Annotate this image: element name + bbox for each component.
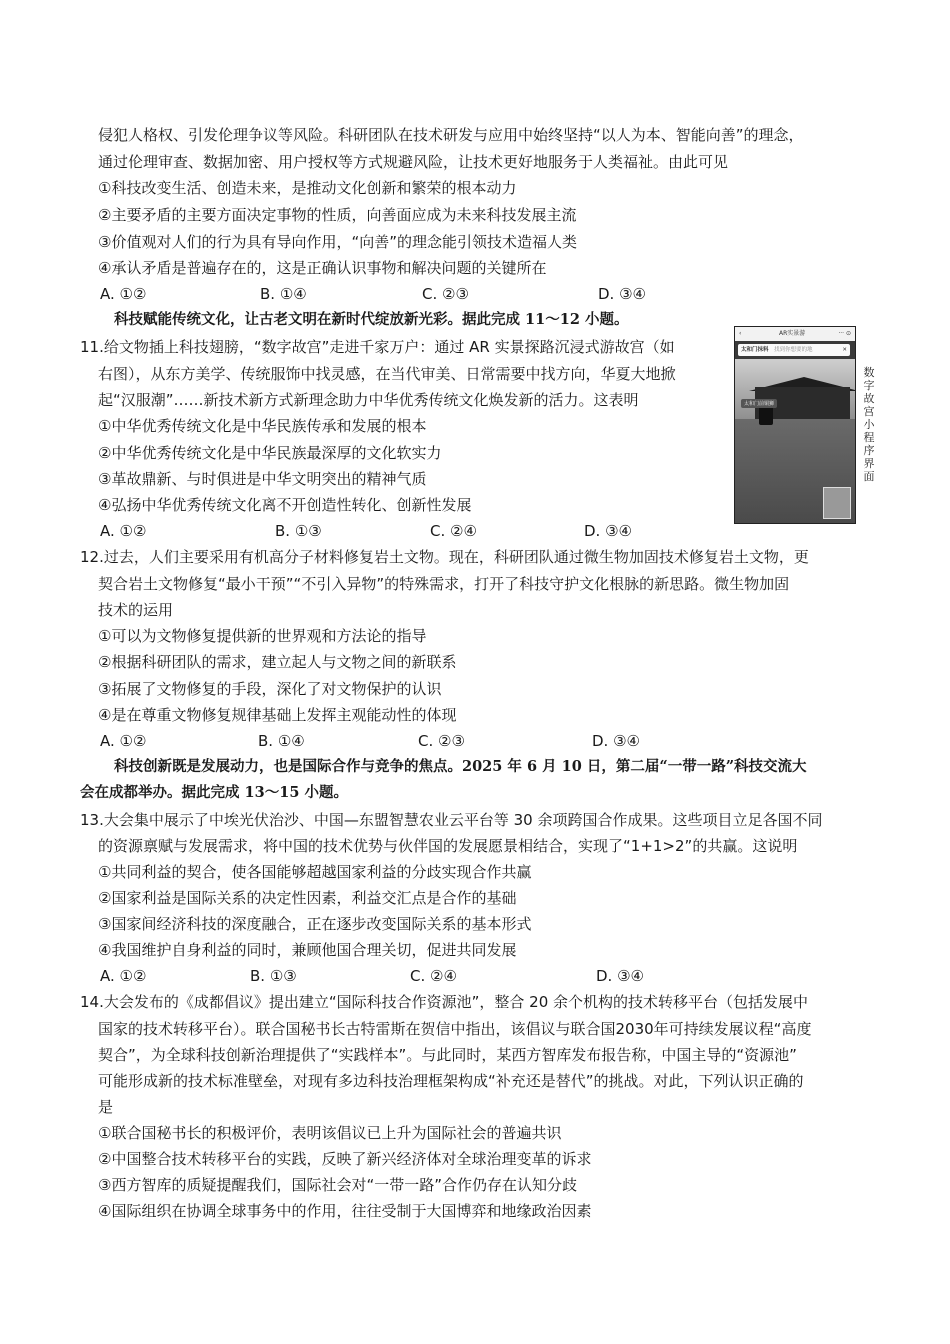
- q12-choice-c: C. ②③: [418, 732, 465, 750]
- q13-choices: [100, 966, 740, 986]
- q13-stem-line-2: 的资源禀赋与发展需求，将中国的技术优势与伙伴国的发展愿景相结合，实现了“1+1>2”的共赢。这说明: [98, 837, 798, 855]
- q11-choices: [100, 521, 740, 541]
- q14-stem-line-1: 14.大会发布的《成都倡议》提出建立“国际科技合作资源池”，整合 20 余个机构的技术转移平台（包括发展中: [80, 993, 809, 1011]
- q11-choice-b: B. ①③: [275, 522, 322, 540]
- intro-13-15-line-1: 科技创新既是发展动力，也是国际合作与竞争的焦点。2025 年 6 月 10 日，第二届“一带一路”科技交流大: [114, 758, 807, 775]
- q10-option-1: ①科技改变生活、创造未来，是推动文化创新和繁荣的根本动力: [98, 179, 517, 197]
- q11-option-3: ③革故鼎新、与时俱进是中华文明突出的精神气质: [98, 470, 427, 488]
- q12-option-1: ①可以为文物修复提供新的世界观和方法论的指导: [98, 627, 427, 645]
- phone-title: AR实景游: [779, 330, 806, 337]
- minimap-thumbnail: [823, 487, 851, 519]
- q12-option-3: ③拓展了文物修复的手段，深化了对文物保护的认识: [98, 680, 442, 698]
- q13-stem-line-1: 13.大会集中展示了中埃光伏治沙、中国—东盟智慧农业云平台等 30 余项跨国合作成果。这些项目立足各国不同: [80, 811, 823, 829]
- close-icon: ✕: [842, 347, 847, 353]
- q13-option-1: ①共同利益的契合，使各国能够超越国家利益的分歧实现合作共赢: [98, 863, 532, 881]
- q12-stem-line-1: 12.过去，人们主要采用有机高分子材料修复岩土文物。现在，科研团队通过微生物加固技术修复岩土文物，更: [80, 548, 809, 566]
- more-menu-icon: ··· ⊙: [838, 330, 851, 337]
- q13-choice-b: B. ①③: [250, 967, 297, 985]
- intro-11-12: 科技赋能传统文化，让古老文明在新时代绽放新光彩。据此完成 11～12 小题。: [114, 311, 629, 328]
- q10-option-2: ②主要矛盾的主要方面决定事物的性质，向善面应成为未来科技发展主流: [98, 206, 577, 224]
- q10-choice-a: A. ①②: [100, 285, 147, 303]
- q10-choices: [100, 284, 740, 304]
- q12-choice-d: D. ③④: [592, 732, 640, 750]
- q11-choice-d: D. ③④: [584, 522, 632, 540]
- phone-search-bar: [738, 344, 850, 356]
- q13-choice-a: A. ①②: [100, 967, 147, 985]
- q13-choice-d: D. ③④: [596, 967, 644, 985]
- q10-choice-d: D. ③④: [598, 285, 646, 303]
- q10-option-4: ④承认矛盾是普遍存在的，这是正确认识事物和解决问题的关键所在: [98, 259, 547, 277]
- q14-stem-line-3: 契合”，为全球科技创新治理提供了“实践样本”。与此同时，某西方智库发布报告称，中国主导的“资源池”: [98, 1046, 797, 1064]
- phone-search-hint: 找到你想要的地: [774, 347, 813, 353]
- q13-option-4: ④我国维护自身利益的同时，兼顾他国合理关切，促进共同发展: [98, 941, 517, 959]
- q11-stem-line-1: 11.给文物插上科技翅膀，“数字故宫”走进千家万户：通过 AR 实景探路沉浸式游故宫（如: [80, 338, 675, 356]
- digital-palace-screenshot: [734, 326, 856, 524]
- q13-option-2: ②国家利益是国际关系的决定性因素，利益交汇点是合作的基础: [98, 889, 517, 907]
- q11-choice-a: A. ①②: [100, 522, 147, 540]
- q13-choice-c: C. ②④: [410, 967, 457, 985]
- q11-choice-c: C. ②④: [430, 522, 477, 540]
- q12-choice-a: A. ①②: [100, 732, 147, 750]
- q12-choices: [100, 731, 740, 751]
- q12-option-2: ②根据科研团队的需求，建立起人与文物之间的新联系: [98, 653, 457, 671]
- phone-title-bar: [735, 327, 855, 341]
- q11-option-2: ②中华优秀传统文化是中华民族最深厚的文化软实力: [98, 444, 442, 462]
- q14-option-3: ③西方智库的质疑提醒我们，国际社会对“一带一路”合作仍存在认知分歧: [98, 1176, 577, 1194]
- back-chevron-icon: ‹: [739, 330, 742, 337]
- q10-choice-b: B. ①④: [260, 285, 307, 303]
- q10-option-3: ③价值观对人们的行为具有导向作用，“向善”的理念能引领技术造福人类: [98, 233, 577, 251]
- q11-stem-line-3: 起“汉服潮”……新技术新方式新理念助力中华优秀传统文化焕发新的活力。这表明: [98, 391, 639, 409]
- q14-stem-line-2: 国家的技术转移平台）。联合国秘书长古特雷斯在贺信中指出，该倡议与联合国2030年可持续发展议程“高度: [98, 1020, 812, 1038]
- q14-stem-line-5: 是: [98, 1098, 114, 1116]
- q12-stem-line-3: 技术的运用: [98, 601, 174, 619]
- scene-tag: 太和门前铜狮: [741, 399, 777, 408]
- q14-option-1: ①联合国秘书长的积极评价，表明该倡议已上升为国际社会的普遍共识: [98, 1124, 562, 1142]
- q11-stem-line-2: 右图），从东方美学、传统服饰中找灵感，在当代审美、日常需要中找方向，华夏大地掀: [98, 365, 676, 383]
- q12-option-4: ④是在尊重文物修复规律基础上发挥主观能动性的体现: [98, 706, 457, 724]
- q14-stem-line-4: 可能形成新的技术标准壁垒，对现有多边科技治理框架构成“补充还是替代”的挑战。对此，下列认识正确的: [98, 1072, 804, 1090]
- q13-option-3: ③国家间经济科技的深度融合，正在逐步改变国际关系的基本形式: [98, 915, 532, 933]
- phone-search-tag: 太和门抹料: [741, 347, 769, 353]
- q12-choice-b: B. ①④: [258, 732, 305, 750]
- q14-option-2: ②中国整合技术转移平台的实践，反映了新兴经济体对全球治理变革的诉求: [98, 1150, 592, 1168]
- q12-stem-line-2: 契合岩土文物修复“最小干预”“不引入异物”的特殊需求，打开了科技守护文化根脉的新思路。微生物加固: [98, 575, 790, 593]
- q14-option-4: ④国际组织在协调全球事务中的作用，往往受制于大国博弈和地缘政治因素: [98, 1202, 592, 1220]
- intro-13-15-line-2: 会在成都举办。据此完成 13～15 小题。: [80, 784, 348, 801]
- q11-option-1: ①中华优秀传统文化是中华民族传承和发展的根本: [98, 417, 427, 435]
- q11-option-4: ④弘扬中华优秀传统文化离不开创造性转化、创新性发展: [98, 496, 472, 514]
- q10-choice-c: C. ②③: [422, 285, 469, 303]
- q10-stem-line-1: 侵犯人格权、引发伦理争议等风险。科研团队在技术研发与应用中始终坚持“以人为本、智能向善”的理念，: [98, 126, 804, 144]
- figure-caption-vertical: 数字故宫小程序界面: [863, 366, 875, 483]
- q10-stem-line-2: 通过伦理审查、数据加密、用户授权等方式规避风险，让技术更好地服务于人类福祉。由此可见: [98, 153, 729, 171]
